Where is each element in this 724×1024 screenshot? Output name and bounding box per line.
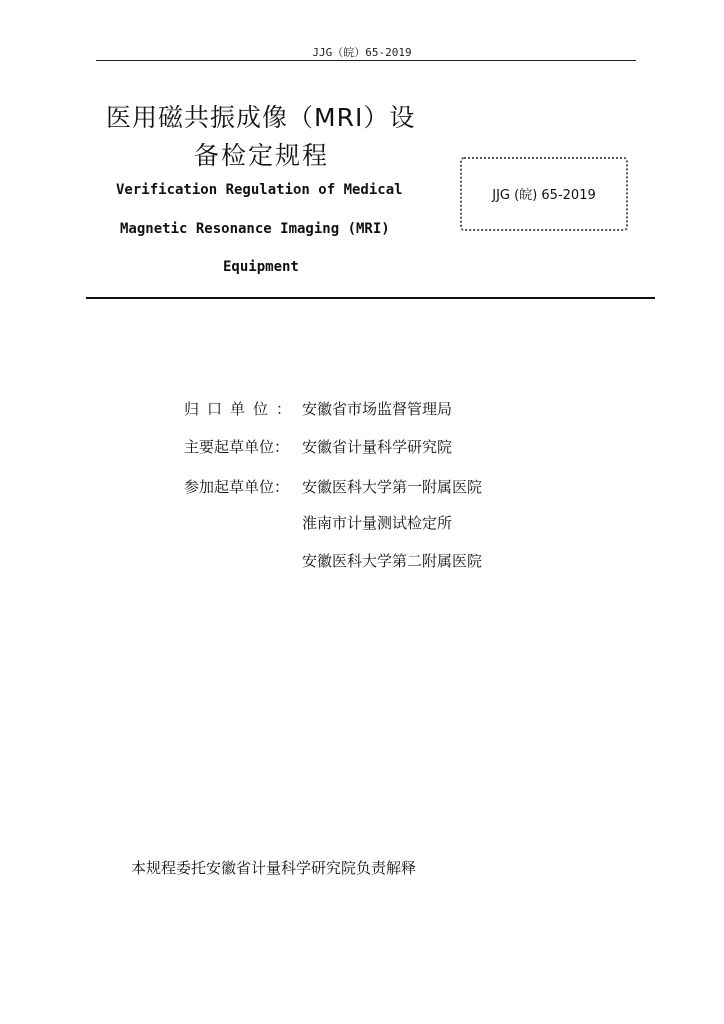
- unit-label: 参加起草单位：: [184, 478, 290, 496]
- unit-label: 主要起草单位：: [184, 438, 290, 456]
- chinese-title-line-2: 备检定规程: [194, 141, 330, 170]
- unit-value: 淮南市计量测试检定所: [302, 514, 453, 532]
- regulation-code: JJG (皖) 65-2019: [492, 188, 596, 203]
- unit-row-participating-drafter: [184, 512, 452, 533]
- unit-value: 安徽省计量科学研究院: [302, 438, 453, 456]
- unit-row-participating-drafter: [184, 476, 482, 497]
- unit-value: 安徽省市场监督管理局: [302, 400, 453, 418]
- unit-value: 安徽医科大学第二附属医院: [302, 552, 483, 570]
- english-title-line-3: Equipment: [223, 259, 299, 275]
- english-title-line-1: Verification Regulation of Medical: [116, 182, 403, 198]
- chinese-title-line-1: 医用磁共振成像（MRI）设: [106, 103, 416, 132]
- english-title-line-2: Magnetic Resonance Imaging (MRI): [120, 221, 390, 237]
- title-divider: [86, 297, 655, 299]
- unit-row-responsible: [184, 398, 452, 419]
- unit-value: 安徽医科大学第一附属医院: [302, 478, 483, 496]
- unit-row-main-drafter: [184, 436, 452, 457]
- running-header-code: JJG（皖）65-2019: [312, 46, 412, 59]
- unit-label: 归口单位：: [184, 400, 300, 418]
- unit-row-participating-drafter: [184, 550, 482, 571]
- interpretation-note: 本规程委托安徽省计量科学研究院负责解释: [131, 859, 417, 877]
- header-rule: [96, 60, 636, 61]
